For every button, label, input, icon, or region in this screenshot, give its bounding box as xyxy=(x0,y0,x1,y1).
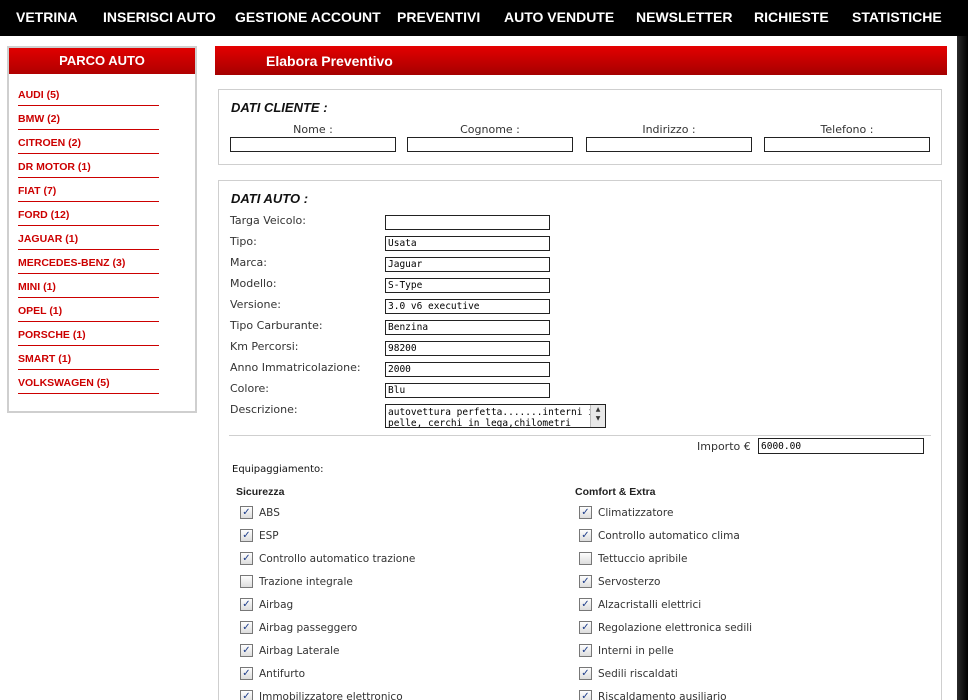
checkbox-checked-icon[interactable]: ✓ xyxy=(579,575,592,588)
descrizione-scrollbar[interactable] xyxy=(590,405,605,427)
importo-input[interactable] xyxy=(758,438,924,454)
sidebar-item-porsche[interactable] xyxy=(18,322,159,346)
colore-input[interactable] xyxy=(385,383,550,398)
sidebar-item-label[interactable]: SMART (1) xyxy=(18,353,72,365)
sicurezza-option-label: Airbag Laterale xyxy=(259,645,340,657)
sidebar-item-label[interactable]: MERCEDES-BENZ (3) xyxy=(18,257,126,269)
descrizione-textarea[interactable] xyxy=(385,404,606,428)
indirizzo-input[interactable] xyxy=(586,137,752,152)
nav-gestione-account[interactable]: GESTIONE ACCOUNT xyxy=(235,9,381,25)
telefono-field-group xyxy=(764,123,930,152)
checkbox-checked-icon[interactable]: ✓ xyxy=(579,690,592,700)
checkbox-checked-icon[interactable]: ✓ xyxy=(579,667,592,680)
checkbox-checked-icon[interactable]: ✓ xyxy=(240,529,253,542)
km-label: Km Percorsi: xyxy=(230,340,299,353)
carburante-label: Tipo Carburante: xyxy=(230,319,323,332)
sicurezza-option-label: Controllo automatico trazione xyxy=(259,553,416,565)
comfort-option-label: Interni in pelle xyxy=(598,645,674,657)
sidebar-parco-auto xyxy=(7,46,197,413)
targa-input[interactable] xyxy=(385,215,550,230)
nav-newsletter[interactable]: NEWSLETTER xyxy=(636,9,733,25)
page-header xyxy=(215,46,947,75)
sicurezza-heading: Sicurezza xyxy=(236,486,285,498)
modello-input[interactable] xyxy=(385,278,550,293)
top-navigation xyxy=(0,0,968,36)
sidebar-item-label[interactable]: VOLKSWAGEN (5) xyxy=(18,377,110,389)
sidebar-item-audi[interactable] xyxy=(18,82,159,106)
nav-inserisci-auto[interactable]: INSERISCI AUTO xyxy=(103,9,216,25)
nome-field-group xyxy=(230,123,396,152)
checkbox-checked-icon[interactable]: ✓ xyxy=(579,506,592,519)
sicurezza-option-label: Airbag passeggero xyxy=(259,622,358,634)
comfort-option-label: Sedili riscaldati xyxy=(598,668,678,680)
sidebar-item-ford[interactable] xyxy=(18,202,159,226)
sicurezza-option-label: ESP xyxy=(259,530,279,542)
sidebar-item-dr-motor[interactable] xyxy=(18,154,159,178)
checkbox-unchecked-icon[interactable] xyxy=(240,575,253,588)
nav-statistiche[interactable]: STATISTICHE xyxy=(852,9,942,25)
anno-label: Anno Immatricolazione: xyxy=(230,361,361,374)
sidebar-item-opel[interactable] xyxy=(18,298,159,322)
sidebar-item-label[interactable]: DR MOTOR (1) xyxy=(18,161,91,173)
sidebar-item-label[interactable]: MINI (1) xyxy=(18,281,56,293)
sidebar-item-label[interactable]: FORD (12) xyxy=(18,209,70,221)
sidebar-item-label[interactable]: FIAT (7) xyxy=(18,185,57,197)
tipo-label: Tipo: xyxy=(230,235,257,248)
descrizione-label: Descrizione: xyxy=(230,403,298,416)
checkbox-checked-icon[interactable]: ✓ xyxy=(240,552,253,565)
targa-row xyxy=(230,213,550,231)
anno-row xyxy=(230,360,550,378)
dati-cliente-title: DATI CLIENTE : xyxy=(231,100,328,115)
telefono-label: Telefono : xyxy=(820,123,874,136)
checkbox-checked-icon[interactable]: ✓ xyxy=(579,621,592,634)
checkbox-checked-icon[interactable]: ✓ xyxy=(240,621,253,634)
checkbox-checked-icon[interactable]: ✓ xyxy=(240,690,253,700)
sidebar-item-label[interactable]: CITROEN (2) xyxy=(18,137,81,149)
sidebar-item-volkswagen[interactable] xyxy=(18,370,159,394)
sidebar-item-label[interactable]: BMW (2) xyxy=(18,113,60,125)
comfort-option-label: Servosterzo xyxy=(598,576,661,588)
anno-input[interactable] xyxy=(385,362,550,377)
nav-preventivi[interactable]: PREVENTIVI xyxy=(397,9,481,25)
tipo-input[interactable] xyxy=(385,236,550,251)
carburante-row xyxy=(230,318,550,336)
km-row xyxy=(230,339,550,357)
versione-input[interactable] xyxy=(385,299,550,314)
comfort-option-label: Alzacristalli elettrici xyxy=(598,599,702,611)
marca-input[interactable] xyxy=(385,257,550,272)
dati-auto-title: DATI AUTO : xyxy=(231,191,309,206)
sidebar-item-label[interactable]: OPEL (1) xyxy=(18,305,63,317)
comfort-option-label: Regolazione elettronica sedili xyxy=(598,622,753,634)
sidebar-item-bmw[interactable] xyxy=(18,106,159,130)
importo-label: Importo € xyxy=(697,440,751,453)
dati-cliente-panel xyxy=(218,89,942,165)
equipaggiamento-label: Equipaggiamento: xyxy=(232,464,324,475)
sidebar-item-jaguar[interactable] xyxy=(18,226,159,250)
checkbox-checked-icon[interactable]: ✓ xyxy=(579,644,592,657)
sidebar-item-label[interactable]: PORSCHE (1) xyxy=(18,329,86,341)
marca-label: Marca: xyxy=(230,256,268,269)
nav-vetrina[interactable]: VETRINA xyxy=(16,9,78,25)
indirizzo-label: Indirizzo : xyxy=(642,123,696,136)
comfort-option-label: Climatizzatore xyxy=(598,507,674,519)
sidebar-item-citroen[interactable] xyxy=(18,130,159,154)
cognome-field-group xyxy=(407,123,573,152)
carburante-input[interactable] xyxy=(385,320,550,335)
checkbox-checked-icon[interactable]: ✓ xyxy=(240,667,253,680)
checkbox-unchecked-icon[interactable] xyxy=(579,552,592,565)
indirizzo-field-group xyxy=(586,123,752,152)
cognome-input[interactable] xyxy=(407,137,573,152)
marca-row xyxy=(230,255,550,273)
km-input[interactable] xyxy=(385,341,550,356)
versione-label: Versione: xyxy=(230,298,281,311)
sidebar-item-mini[interactable] xyxy=(18,274,159,298)
comfort-option-label: Riscaldamento ausiliario xyxy=(598,691,727,700)
modello-label: Modello: xyxy=(230,277,277,290)
nome-input[interactable] xyxy=(230,137,396,152)
sicurezza-option-label: Immobilizzatore elettronico xyxy=(259,691,403,700)
sidebar-item-fiat[interactable] xyxy=(18,178,159,202)
sidebar-title: PARCO AUTO xyxy=(9,48,195,74)
scroll-up-arrow-icon[interactable]: ▲ xyxy=(595,406,601,413)
checkbox-checked-icon[interactable]: ✓ xyxy=(240,598,253,611)
dati-auto-panel xyxy=(218,180,942,700)
cognome-label: Cognome : xyxy=(460,123,520,136)
nav-auto-vendute[interactable]: AUTO VENDUTE xyxy=(504,9,615,25)
sidebar-item-smart[interactable] xyxy=(18,346,159,370)
colore-row xyxy=(230,381,550,399)
page-title: Elabora Preventivo xyxy=(266,53,393,69)
divider xyxy=(229,435,931,436)
comfort-option-label: Tettuccio apribile xyxy=(598,553,688,565)
sicurezza-option-label: ABS xyxy=(259,507,280,519)
tipo-row xyxy=(230,234,550,252)
nav-richieste[interactable]: RICHIESTE xyxy=(754,9,829,25)
checkbox-checked-icon[interactable]: ✓ xyxy=(579,598,592,611)
checkbox-checked-icon[interactable]: ✓ xyxy=(240,644,253,657)
versione-row xyxy=(230,297,550,315)
sicurezza-option-label: Airbag xyxy=(259,599,294,611)
sidebar-item-label[interactable]: JAGUAR (1) xyxy=(18,233,79,245)
sidebar-brand-list xyxy=(9,74,195,394)
targa-label: Targa Veicolo: xyxy=(230,214,306,227)
sidebar-item-label[interactable]: AUDI (5) xyxy=(18,89,60,101)
sicurezza-option-label: Antifurto xyxy=(259,668,306,680)
comfort-heading: Comfort & Extra xyxy=(575,486,656,498)
checkbox-checked-icon[interactable]: ✓ xyxy=(579,529,592,542)
window-edge xyxy=(954,36,968,700)
modello-row xyxy=(230,276,550,294)
nome-label: Nome : xyxy=(293,123,333,136)
colore-label: Colore: xyxy=(230,382,269,395)
sidebar-item-mercedes-benz[interactable] xyxy=(18,250,159,274)
telefono-input[interactable] xyxy=(764,137,930,152)
checkbox-checked-icon[interactable]: ✓ xyxy=(240,506,253,519)
scroll-down-arrow-icon[interactable]: ▼ xyxy=(595,415,601,422)
sicurezza-option-label: Trazione integrale xyxy=(259,576,353,588)
comfort-option-label: Controllo automatico clima xyxy=(598,530,740,542)
